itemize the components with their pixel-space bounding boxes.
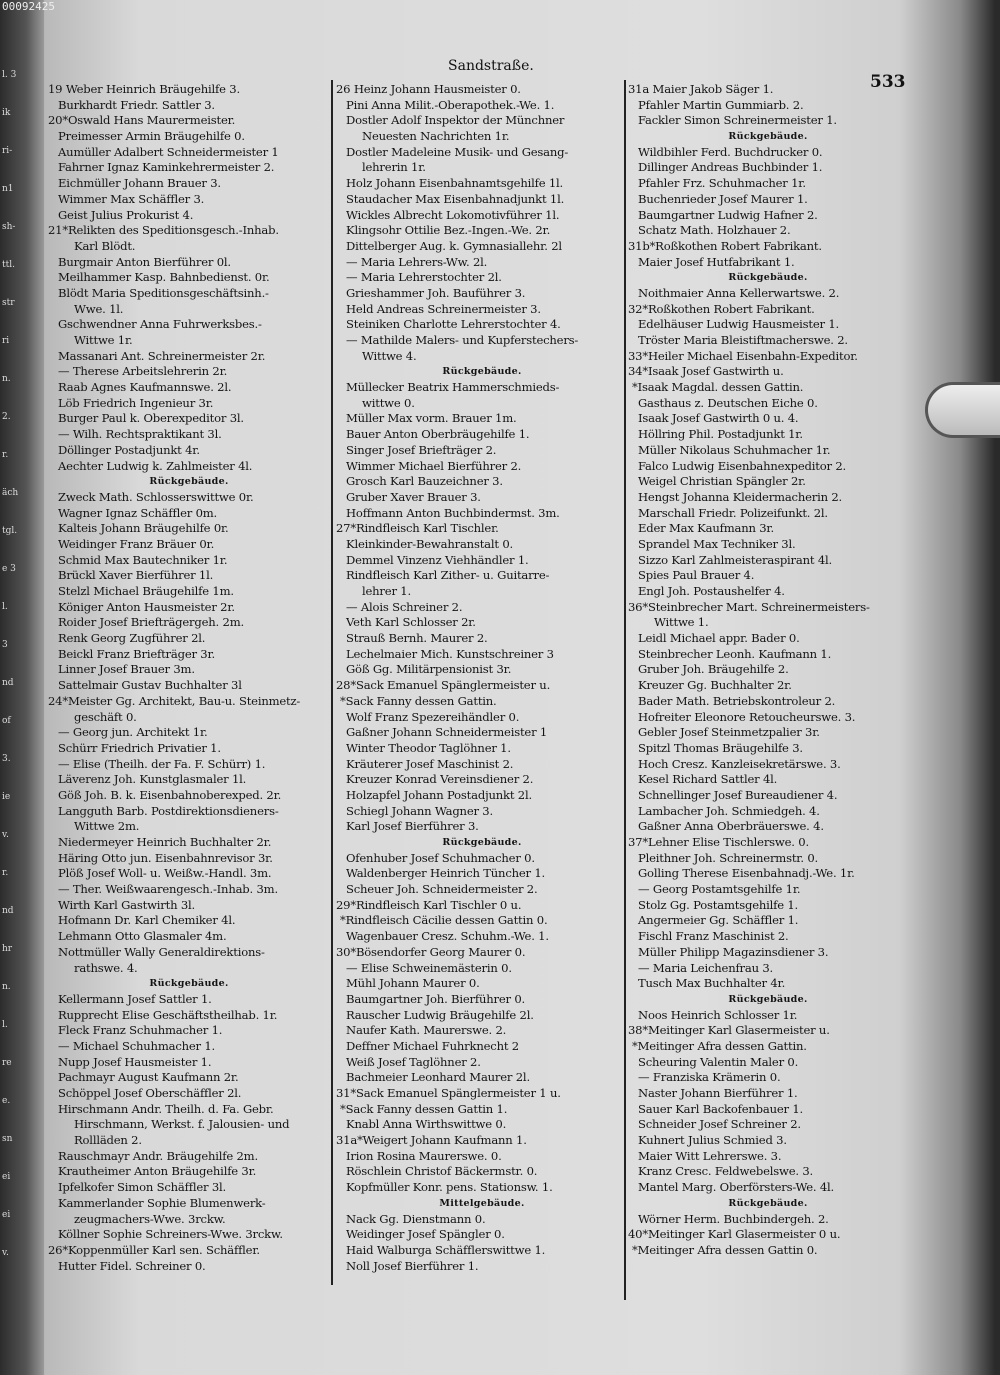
directory-entry: 31b*Roßkothen Robert Fabrikant. — [628, 238, 822, 253]
margin-fragment: äch — [2, 488, 19, 498]
section-heading: Rückgebäude. — [728, 1197, 808, 1209]
directory-entry: Schmid Max Bautechniker 1r. — [58, 552, 228, 567]
directory-entry: 26 Heinz Johann Hausmeister 0. — [336, 82, 521, 96]
directory-entry: *Sack Fanny dessen Gattin 1. — [340, 1101, 508, 1116]
margin-fragment: of — [2, 716, 11, 726]
column-left — [48, 82, 330, 1274]
margin-fragment: l. 3 — [2, 70, 17, 80]
directory-entry: Hoch Cresz. Kanzleisekretärswe. 3. — [638, 756, 841, 771]
directory-entry: — Elise (Theilh. der Fa. F. Schürr) 1. — [58, 756, 266, 771]
directory-entry: Wimmer Michael Bierführer 2. — [346, 458, 522, 473]
directory-entry: Rupprecht Elise Geschäftstheilhab. 1r. — [58, 1007, 278, 1022]
directory-entry: Höllring Phil. Postadjunkt 1r. — [638, 427, 803, 442]
directory-entry: 32*Roßkothen Robert Fabrikant. — [628, 301, 815, 316]
directory-entry: Fackler Simon Schreinermeister 1. — [638, 113, 837, 128]
directory-entry: Dostler Madeleine Musik- und Gesang- — [346, 144, 569, 159]
directory-entry: Golling Therese Eisenbahnadj.-We. 1r. — [638, 866, 855, 881]
directory-entry: — Maria Lehrers-Ww. 2l. — [346, 254, 488, 269]
margin-fragment: sn — [2, 1134, 13, 1144]
directory-entry: — Michael Schuhmacher 1. — [58, 1038, 216, 1053]
directory-entry: Lambacher Joh. Schmiedgeh. 4. — [638, 803, 820, 818]
directory-entry: Deffner Michael Fuhrknecht 2 — [346, 1038, 519, 1053]
section-heading: Rückgebäude. — [728, 131, 808, 143]
directory-entry: 36*Steinbrecher Mart. Schreinermeisters- — [628, 599, 870, 614]
directory-entry: Gebler Josef Steinmetzpalier 3r. — [638, 725, 820, 740]
directory-entry: Gruber Joh. Bräugehilfe 2. — [638, 662, 789, 677]
directory-entry: Massanari Ant. Schreinermeister 2r. — [58, 348, 266, 363]
directory-entry: Spitzl Thomas Bräugehilfe 3. — [638, 740, 803, 755]
directory-entry: Scheuring Valentin Maler 0. — [638, 1054, 799, 1069]
directory-entry: Gaßner Johann Schneidermeister 1 — [346, 725, 548, 740]
directory-entry: Sattelmair Gustav Buchhalter 3l — [58, 678, 242, 693]
margin-fragment: ei — [2, 1210, 11, 1220]
directory-entry: Läverenz Joh. Kunstglasmaler 1l. — [58, 772, 247, 787]
margin-fragment: ri- — [2, 146, 13, 156]
directory-entry: Held Andreas Schreinermeister 3. — [346, 301, 541, 316]
directory-entry: Fleck Franz Schuhmacher 1. — [58, 1023, 223, 1038]
margin-fragment: 2. — [2, 412, 11, 422]
section-heading: Rückgebäude. — [442, 366, 522, 378]
directory-entry: Rauscher Ludwig Bräugehilfe 2l. — [346, 1007, 534, 1022]
directory-entry: Köllner Sophie Schreiners-Wwe. 3rckw. — [58, 1227, 283, 1242]
directory-entry: Wirth Karl Gastwirth 3l. — [58, 897, 196, 912]
directory-entry: Schürr Friedrich Privatier 1. — [58, 740, 221, 755]
directory-entry: Winter Theodor Taglöhner 1. — [346, 740, 511, 755]
directory-entry: Zweck Math. Schlosserswittwe 0r. — [58, 489, 254, 504]
directory-entry: Döllinger Postadjunkt 4r. — [58, 442, 200, 457]
directory-entry: 37*Lehner Elise Tischlerswe. 0. — [628, 835, 809, 849]
directory-entry: — Maria Lehrerstochter 2l. — [346, 270, 502, 285]
directory-entry: Ipfelkofer Simon Schäffler 3l. — [58, 1180, 226, 1195]
directory-entry: Häring Otto jun. Eisenbahnrevisor 3r. — [58, 850, 273, 865]
margin-fragment: r. — [2, 450, 9, 460]
directory-entry: Waldenberger Heinrich Tüncher 1. — [346, 866, 546, 881]
directory-entry: Schnellinger Josef Bureaudiener 4. — [638, 787, 838, 802]
directory-entry: Holz Johann Eisenbahnamtsgehilfe 1l. — [346, 176, 564, 191]
margin-fragment: ei — [2, 1172, 11, 1182]
section-heading: Rückgebäude. — [728, 272, 808, 284]
directory-entry: — Georg Postamtsgehilfe 1r. — [638, 882, 801, 897]
margin-fragment: v. — [2, 830, 9, 840]
directory-entry: Dittelberger Aug. k. Gymnasiallehr. 2l — [346, 238, 562, 253]
directory-entry: Wildbihler Ferd. Buchdrucker 0. — [638, 144, 823, 159]
directory-entry: Wagenbauer Cresz. Schuhm.-We. 1. — [346, 929, 549, 944]
directory-entry: Wwe. 1l. — [74, 301, 124, 316]
directory-entry: Rauschmayr Andr. Bräugehilfe 2m. — [58, 1148, 258, 1163]
directory-entry: — Franziska Krämerin 0. — [638, 1070, 781, 1085]
directory-entry: Wolf Franz Spezereihändler 0. — [346, 709, 520, 724]
directory-entry: Stelzl Michael Bräugehilfe 1m. — [58, 584, 234, 598]
directory-entry: Fischl Franz Maschinist 2. — [638, 929, 789, 944]
directory-entry: Holzapfel Johann Postadjunkt 2l. — [346, 787, 532, 802]
directory-entry: Bachmeier Leonhard Maurer 2l. — [346, 1070, 530, 1085]
directory-entry: Röschlein Christof Bäckermstr. 0. — [346, 1164, 538, 1179]
margin-fragment: ri — [2, 336, 10, 346]
directory-entry: Müller Max vorm. Brauer 1m. — [346, 411, 517, 426]
column-rule — [331, 80, 333, 1285]
directory-entry: Engl Joh. Postaushelfer 4. — [638, 584, 785, 598]
directory-entry: — Wilh. Rechtspraktikant 3l. — [58, 427, 222, 442]
directory-entry: Noithmaier Anna Kellerwartswe. 2. — [638, 285, 840, 300]
directory-entry: Hoffmann Anton Buchbindermst. 3m. — [346, 505, 560, 520]
directory-entry: Raab Agnes Kaufmannswe. 2l. — [58, 380, 232, 395]
directory-entry: Schatz Math. Holzhauer 2. — [638, 223, 791, 238]
directory-entry: Falco Ludwig Eisenbahnexpeditor 2. — [638, 458, 847, 473]
directory-entry: wittwe 0. — [362, 395, 415, 410]
directory-entry: Wittwe 4. — [362, 348, 417, 363]
directory-entry: rathswe. 4. — [74, 960, 138, 975]
margin-fragment: v. — [2, 1248, 9, 1258]
directory-entry: Schöppel Josef Oberschäffler 2l. — [58, 1086, 242, 1100]
directory-entry: Weigel Christian Spängler 2r. — [638, 474, 806, 489]
directory-entry: lehrerin 1r. — [362, 160, 426, 175]
directory-entry: Hirschmann, Werkst. f. Jalousien- und — [74, 1117, 290, 1132]
directory-entry: Mühl Johann Maurer 0. — [346, 976, 480, 991]
directory-entry: Sizzo Karl Zahlmeisteraspirant 4l. — [638, 552, 832, 567]
directory-entry: Aumüller Adalbert Schneidermeister 1 — [58, 144, 279, 159]
directory-entry: — Therese Arbeitslehrerin 2r. — [58, 364, 228, 379]
directory-entry: Wickles Albrecht Lokomotivführer 1l. — [346, 207, 560, 222]
directory-entry: Kuhnert Julius Schmied 3. — [638, 1133, 787, 1148]
section-heading: Rückgebäude. — [149, 476, 229, 488]
directory-entry: Karl Josef Bierführer 3. — [346, 819, 479, 834]
directory-entry: Singer Josef Briefträger 2. — [346, 442, 497, 457]
directory-entry: *Isaak Magdal. dessen Gattin. — [632, 380, 804, 395]
directory-entry: Müllecker Beatrix Hammerschmieds- — [346, 380, 560, 395]
directory-entry: Pfahler Frz. Schuhmacher 1r. — [638, 176, 806, 191]
margin-fragment: l. — [2, 602, 8, 612]
directory-entry: 27*Rindfleisch Karl Tischler. — [336, 521, 499, 536]
directory-entry: Rollläden 2. — [74, 1133, 142, 1148]
directory-entry: Schiegl Johann Wagner 3. — [346, 803, 493, 818]
directory-entry: Isaak Josef Gastwirth 0 u. 4. — [638, 411, 799, 426]
section-heading: Rückgebäude. — [442, 837, 522, 848]
margin-fragment: ik — [2, 108, 11, 118]
directory-entry: Müller Nikolaus Schuhmacher 1r. — [638, 442, 831, 457]
directory-entry: Preimesser Armin Bräugehilfe 0. — [58, 129, 245, 144]
directory-entry: — Elise Schweinemästerin 0. — [346, 960, 512, 975]
directory-entry: Müller Philipp Magazinsdiener 3. — [638, 944, 829, 959]
directory-entry: zeugmachers-Wwe. 3rckw. — [74, 1211, 226, 1226]
directory-entry: Gschwendner Anna Fuhrwerksbes.- — [58, 317, 262, 332]
directory-entry: Pleithner Joh. Schreinermstr. 0. — [638, 850, 819, 865]
directory-entry: Eder Max Kaufmann 3r. — [638, 521, 774, 536]
directory-entry: Göß Joh. B. k. Eisenbahnoberexped. 2r. — [58, 787, 282, 802]
directory-entry: Hofreiter Eleonore Retoucheurswe. 3. — [638, 709, 856, 724]
directory-entry: Nack Gg. Dienstmann 0. — [346, 1211, 486, 1226]
margin-fragment: re — [2, 1058, 12, 1068]
directory-entry: Kammerlander Sophie Blumenwerk- — [58, 1195, 266, 1210]
directory-entry: Klingsohr Ottilie Bez.-Ingen.-We. 2r. — [346, 223, 551, 238]
directory-entry: Baumgartner Joh. Bierführer 0. — [346, 991, 525, 1006]
directory-entry: Königer Anton Hausmeister 2r. — [58, 599, 235, 614]
directory-entry: Kranz Cresc. Feldwebelswe. 3. — [638, 1164, 814, 1179]
directory-entry: Strauß Bernh. Maurer 2. — [346, 631, 488, 646]
directory-entry: Demmel Vinzenz Viehhändler 1. — [346, 552, 529, 567]
margin-fragment: str — [2, 298, 15, 308]
directory-entry: Wimmer Max Schäffler 3. — [58, 191, 205, 206]
directory-entry: Burkhardt Friedr. Sattler 3. — [58, 97, 215, 112]
directory-entry: Roider Josef Briefträgergeh. 2m. — [58, 615, 244, 630]
directory-entry: Leidl Michael appr. Bader 0. — [638, 631, 800, 646]
directory-entry: Löb Friedrich Ingenieur 3r. — [58, 395, 214, 410]
directory-entry: Göß Gg. Militärpensionist 3r. — [346, 662, 512, 677]
directory-entry: Kreuzer Gg. Buchhalter 2r. — [638, 678, 792, 693]
directory-entry: Stolz Gg. Postamtsgehilfe 1. — [638, 897, 799, 912]
directory-entry: Grieshammer Joh. Bauführer 3. — [346, 285, 526, 300]
directory-entry: Tröster Maria Bleistiftmacherswe. 2. — [638, 333, 848, 347]
directory-entry: Weidinger Josef Spängler 0. — [346, 1227, 505, 1242]
directory-entry: Steinbrecher Leonh. Kaufmann 1. — [638, 646, 832, 661]
margin-fragment: n. — [2, 374, 11, 384]
directory-entry: 21*Relikten des Speditionsgesch.-Inhab. — [48, 223, 279, 238]
directory-entry: Maier Josef Hutfabrikant 1. — [638, 254, 795, 269]
directory-entry: *Sack Fanny dessen Gattin. — [340, 693, 497, 708]
directory-entry: Sprandel Max Techniker 3l. — [638, 536, 796, 551]
margin-fragment: sh- — [2, 222, 16, 232]
directory-entry: Nupp Josef Hausmeister 1. — [58, 1054, 212, 1069]
directory-entry: Bader Math. Betriebskontroleur 2. — [638, 693, 836, 708]
directory-entry: Plöß Josef Woll- u. Weißw.-Handl. 3m. — [58, 866, 272, 881]
directory-entry: 34*Isaak Josef Gastwirth u. — [628, 364, 784, 379]
directory-entry: 31*Sack Emanuel Spänglermeister 1 u. — [336, 1086, 561, 1100]
directory-entry: 29*Rindfleisch Karl Tischler 0 u. — [336, 897, 522, 912]
directory-entry: Nottmüller Wally Generaldirektions- — [58, 944, 265, 959]
directory-entry: Grosch Karl Bauzeichner 3. — [346, 474, 503, 489]
directory-entry: Pachmayr August Kaufmann 2r. — [58, 1070, 239, 1085]
directory-entry: Fahrner Ignaz Kaminkehrermeister 2. — [58, 160, 275, 175]
directory-entry: 19 Weber Heinrich Bräugehilfe 3. — [48, 82, 240, 96]
margin-fragment: ttl. — [2, 260, 15, 270]
directory-entry: Knabl Anna Wirthswittwe 0. — [346, 1117, 507, 1132]
directory-entry: Dostler Adolf Inspektor der Münchner — [346, 113, 565, 128]
directory-entry: Naufer Kath. Maurerswe. 2. — [346, 1023, 507, 1038]
street-title: Sandstraße. — [448, 58, 534, 74]
section-heading: Mittelgebäude. — [439, 1197, 525, 1209]
directory-entry: Gaßner Anna Oberbräuerswe. 4. — [638, 819, 824, 834]
directory-entry: Wittwe 1r. — [74, 333, 133, 347]
margin-fragment: n. — [2, 982, 11, 992]
directory-entry: Angermeier Gg. Schäffler 1. — [638, 913, 799, 928]
directory-entry: Bauer Anton Oberbräugehilfe 1. — [346, 427, 530, 442]
directory-entry: 30*Bösendorfer Georg Maurer 0. — [336, 944, 526, 959]
directory-entry: — Georg jun. Architekt 1r. — [58, 725, 208, 740]
directory-entry: Hutter Fidel. Schreiner 0. — [58, 1258, 206, 1273]
directory-entry: Eichmüller Johann Brauer 3. — [58, 176, 221, 191]
column-middle — [336, 82, 628, 1274]
directory-entry: Lehmann Otto Glasmaler 4m. — [58, 929, 227, 944]
directory-entry: Dillinger Andreas Buchbinder 1. — [638, 160, 823, 175]
margin-fragment: 3 — [2, 640, 8, 650]
directory-entry: Kleinkinder-Bewahranstalt 0. — [346, 536, 513, 551]
paper-clip — [925, 382, 1000, 438]
directory-entry: *Meitinger Afra dessen Gattin. — [632, 1038, 807, 1053]
directory-entry: Spies Paul Brauer 4. — [638, 568, 755, 583]
directory-entry: Wittwe 1. — [654, 615, 709, 630]
margin-fragment: nd — [2, 678, 14, 688]
directory-entry: — Maria Leichenfrau 3. — [638, 960, 774, 975]
directory-entry: *Meitinger Afra dessen Gattin 0. — [632, 1242, 818, 1257]
directory-entry: Meilhammer Kasp. Bahnbedienst. 0r. — [58, 270, 270, 285]
directory-entry: geschäft 0. — [74, 709, 137, 724]
directory-entry: Krautheimer Anton Bräugehilfe 3r. — [58, 1164, 257, 1179]
directory-entry: Naster Johann Bierführer 1. — [638, 1086, 798, 1100]
directory-entry: Aechter Ludwig k. Zahlmeister 4l. — [58, 458, 253, 473]
directory-entry: Edelhäuser Ludwig Hausmeister 1. — [638, 317, 840, 332]
margin-fragment: e. — [2, 1096, 11, 1106]
directory-entry: Langguth Barb. Postdirektionsdieners- — [58, 803, 279, 818]
margin-fragment: hr — [2, 944, 13, 954]
margin-fragment: tgl. — [2, 526, 18, 536]
previous-page-edge — [0, 0, 44, 1375]
directory-entry: Rindfleisch Karl Zither- u. Guitarre- — [346, 568, 550, 583]
column-right — [628, 82, 908, 1259]
directory-entry: Pfahler Martin Gummiarb. 2. — [638, 97, 804, 112]
directory-entry: lehrer 1. — [362, 584, 411, 598]
directory-entry: Pini Anna Milit.-Oberapothek.-We. 1. — [346, 97, 555, 112]
margin-fragment: ie — [2, 792, 11, 802]
directory-entry: 38*Meitinger Karl Glasermeister u. — [628, 1023, 830, 1038]
directory-entry: Burger Paul k. Oberexpeditor 3l. — [58, 411, 244, 426]
directory-entry: Blödt Maria Speditionsgeschäftsinh.- — [58, 285, 269, 300]
directory-entry: Kalteis Johann Bräugehilfe 0r. — [58, 521, 229, 536]
directory-entry: Wörner Herm. Buchbindergeh. 2. — [638, 1211, 829, 1226]
directory-entry: Kesel Richard Sattler 4l. — [638, 772, 778, 787]
directory-entry: Hengst Johanna Kleidermacherin 2. — [638, 489, 843, 504]
directory-entry: Weiß Josef Taglöhner 2. — [346, 1054, 481, 1069]
scan-id: 00092425 — [2, 0, 55, 13]
directory-entry: 31a Maier Jakob Säger 1. — [628, 82, 774, 96]
directory-entry: Karl Blödt. — [74, 238, 136, 253]
margin-fragment: l. — [2, 1020, 8, 1030]
directory-entry: Brückl Xaver Bierführer 1l. — [58, 568, 214, 583]
margin-fragment: 3. — [2, 754, 11, 764]
directory-entry: 28*Sack Emanuel Spänglermeister u. — [336, 678, 551, 693]
directory-entry: Gasthaus z. Deutschen Eiche 0. — [638, 395, 818, 410]
directory-entry: 26*Koppenmüller Karl sen. Schäffler. — [48, 1242, 260, 1257]
margin-fragment: e 3 — [2, 564, 16, 574]
directory-entry: Staudacher Max Eisenbahnadjunkt 1l. — [346, 191, 565, 206]
directory-entry: — Ther. Weißwaarengesch.-Inhab. 3m. — [58, 882, 278, 897]
directory-entry: 31a*Weigert Johann Kaufmann 1. — [336, 1133, 527, 1148]
directory-entry: Kreuzer Konrad Vereinsdiener 2. — [346, 772, 534, 787]
directory-entry: Kopfmüller Konr. pens. Stationsw. 1. — [346, 1180, 553, 1195]
page-number: 533 — [870, 72, 906, 92]
directory-entry: Marschall Friedr. Polizeifunkt. 2l. — [638, 505, 828, 520]
margin-fragment: r. — [2, 868, 9, 878]
margin-fragment: n1 — [2, 184, 14, 194]
directory-entry: 33*Heiler Michael Eisenbahn-Expeditor. — [628, 348, 858, 363]
directory-entry: Wittwe 2m. — [74, 819, 140, 834]
directory-entry: Linner Josef Brauer 3m. — [58, 662, 195, 677]
directory-entry: 40*Meitinger Karl Glasermeister 0 u. — [628, 1227, 841, 1242]
directory-entry: Noll Josef Bierführer 1. — [346, 1258, 479, 1273]
section-heading: Rückgebäude. — [728, 993, 808, 1005]
directory-entry: Baumgartner Ludwig Hafner 2. — [638, 207, 818, 222]
directory-entry: Renk Georg Zugführer 2l. — [58, 631, 206, 646]
section-heading: Rückgebäude. — [149, 978, 229, 990]
directory-entry: Veth Karl Schlosser 2r. — [346, 615, 476, 630]
directory-entry: Gruber Xaver Brauer 3. — [346, 489, 481, 504]
directory-entry: Weidinger Franz Bräuer 0r. — [58, 536, 215, 551]
directory-entry: Tusch Max Buchhalter 4r. — [638, 976, 786, 991]
directory-entry: *Rindfleisch Cäcilie dessen Gattin 0. — [340, 913, 548, 928]
directory-entry: Irion Rosina Maurerswe. 0. — [346, 1148, 502, 1163]
directory-entry: Ofenhuber Josef Schuhmacher 0. — [346, 850, 535, 865]
directory-entry: Buchenrieder Josef Maurer 1. — [638, 191, 808, 206]
margin-fragment: nd — [2, 906, 14, 916]
directory-entry: Niedermeyer Heinrich Buchhalter 2r. — [58, 835, 272, 849]
directory-entry: Neuesten Nachrichten 1r. — [362, 129, 510, 144]
directory-entry: Haid Walburga Schäfflerswittwe 1. — [346, 1242, 546, 1257]
directory-entry: Burgmair Anton Bierführer 0l. — [58, 254, 231, 269]
directory-entry: Wagner Ignaz Schäffler 0m. — [58, 505, 218, 520]
directory-entry: Maier Witt Lehrerswe. 3. — [638, 1148, 782, 1163]
directory-entry: Kräuterer Josef Maschinist 2. — [346, 756, 514, 771]
directory-entry: Lechelmaier Mich. Kunstschreiner 3 — [346, 646, 554, 661]
directory-entry: Sauer Karl Backofenbauer 1. — [638, 1101, 804, 1116]
directory-entry: Beickl Franz Briefträger 3r. — [58, 646, 216, 661]
directory-entry: Noos Heinrich Schlosser 1r. — [638, 1007, 798, 1022]
directory-entry: Geist Julius Prokurist 4. — [58, 207, 194, 222]
directory-entry: Scheuer Joh. Schneidermeister 2. — [346, 882, 538, 897]
directory-entry: Steiniken Charlotte Lehrerstochter 4. — [346, 317, 561, 332]
directory-entry: Mantel Marg. Oberförsters-We. 4l. — [638, 1180, 835, 1195]
directory-entry: — Alois Schreiner 2. — [346, 599, 463, 614]
directory-entry: 24*Meister Gg. Architekt, Bau-u. Steinmetz- — [48, 693, 301, 708]
directory-entry: Hirschmann Andr. Theilh. d. Fa. Gebr. — [58, 1101, 274, 1116]
directory-entry: Hofmann Dr. Karl Chemiker 4l. — [58, 913, 236, 928]
directory-entry: Schneider Josef Schreiner 2. — [638, 1117, 801, 1132]
directory-entry: — Mathilde Malers- und Kupferstechers- — [346, 333, 579, 347]
directory-entry: Kellermann Josef Sattler 1. — [58, 991, 212, 1006]
directory-entry: 20*Oswald Hans Maurermeister. — [48, 113, 236, 128]
